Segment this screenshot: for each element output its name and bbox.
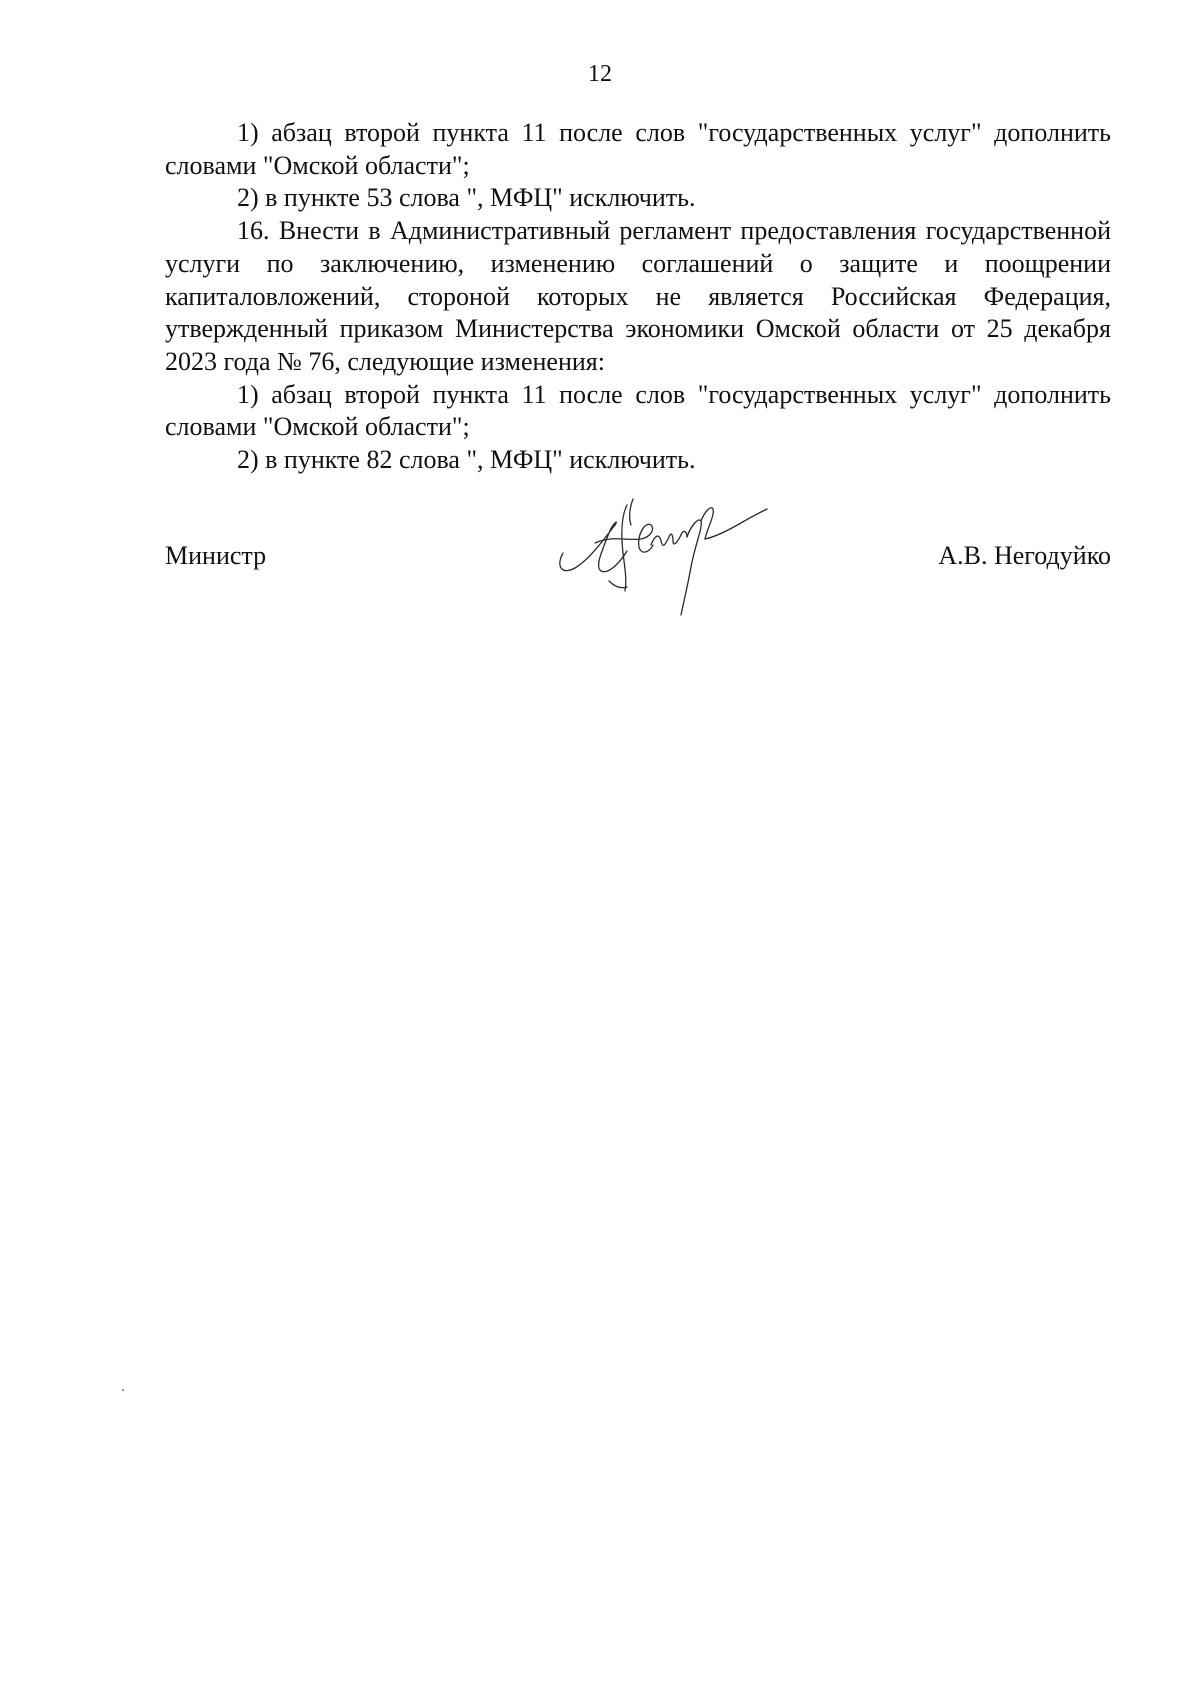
- handwritten-signature-icon: [555, 495, 785, 620]
- signer-name: А.В. Негодуйко: [938, 541, 1111, 570]
- document-body: [165, 117, 1111, 477]
- paragraph-amendment-2: 2) в пункте 53 слова ", МФЦ" исключить.: [237, 183, 696, 213]
- page-number: 12: [588, 61, 612, 87]
- paragraph-amendment-1: 1) абзац второй пункта 11 после слов "государственных услуг" дополнить словами "Омской области";: [165, 118, 1111, 180]
- paragraph-amendment-3: 1) абзац второй пункта 11 после слов "государственных услуг" дополнить словами "Омской области";: [165, 379, 1111, 442]
- paragraph-amendment-4: 2) в пункте 82 слова ", МФЦ" исключить.: [237, 445, 696, 475]
- signer-position: Министр: [165, 541, 267, 570]
- scan-speck: [122, 1389, 124, 1391]
- paragraph-item-16: 16. Внести в Административный регламент предоставления государственной услуги по заключению, изменению соглашений о защите и поощрении капиталовложений, стороной которых не является Российская Федерация, утвержденный приказом Министерства экономики Омской области от 25 декабря 2023 года № 76, следующие изменения:: [165, 216, 1111, 376]
